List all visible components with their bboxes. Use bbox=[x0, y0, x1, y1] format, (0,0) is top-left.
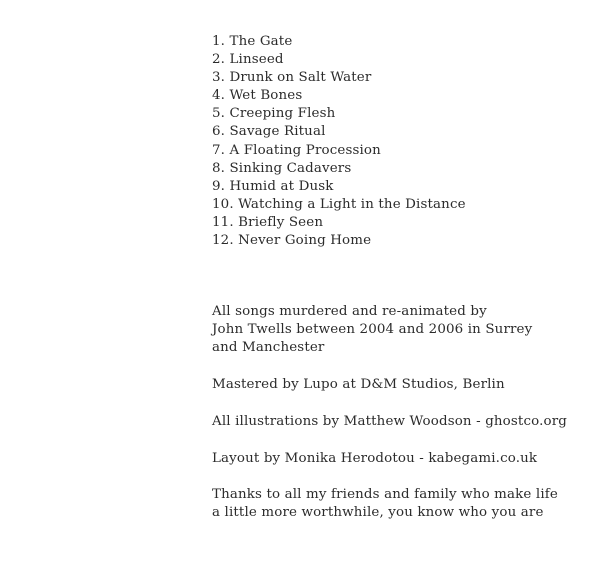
illustrations-credit: All illustrations by Matthew Woodson - ghostco.org bbox=[212, 413, 567, 429]
credits bbox=[212, 303, 582, 541]
track-item: 4. Wet Bones bbox=[212, 88, 303, 104]
track-item: 8. Sinking Cadavers bbox=[212, 160, 352, 176]
track-item: 11. Briefly Seen bbox=[212, 214, 324, 230]
tracklist bbox=[212, 33, 466, 250]
track-item: 12. Never Going Home bbox=[212, 233, 372, 249]
track-item: 10. Watching a Light in the Distance bbox=[212, 196, 466, 212]
layout-credit: Layout by Monika Herodotou - kabegami.co.uk bbox=[212, 450, 538, 466]
thanks-note bbox=[212, 486, 582, 522]
thanks-line: Thanks to all my friends and family who make life bbox=[212, 487, 558, 503]
track-item: 1. The Gate bbox=[212, 34, 293, 49]
track-item: 9. Humid at Dusk bbox=[212, 178, 334, 194]
mastering-credit: Mastered by Lupo at D&M Studios, Berlin bbox=[212, 377, 505, 393]
songs-credit-line: All songs murdered and re-animated by bbox=[212, 304, 487, 319]
track-item: 5. Creeping Flesh bbox=[212, 106, 336, 122]
track-item: 2. Linseed bbox=[212, 52, 284, 68]
track-item: 6. Savage Ritual bbox=[212, 124, 326, 140]
track-item: 3. Drunk on Salt Water bbox=[212, 70, 372, 86]
songs-credit bbox=[212, 303, 582, 358]
thanks-line: a little more worthwhile, you know who you are bbox=[212, 505, 544, 521]
track-item: 7. A Floating Procession bbox=[212, 142, 381, 158]
songs-credit-line: John Twells between 2004 and 2006 in Surrey bbox=[212, 322, 533, 338]
songs-credit-line: and Manchester bbox=[212, 340, 325, 356]
